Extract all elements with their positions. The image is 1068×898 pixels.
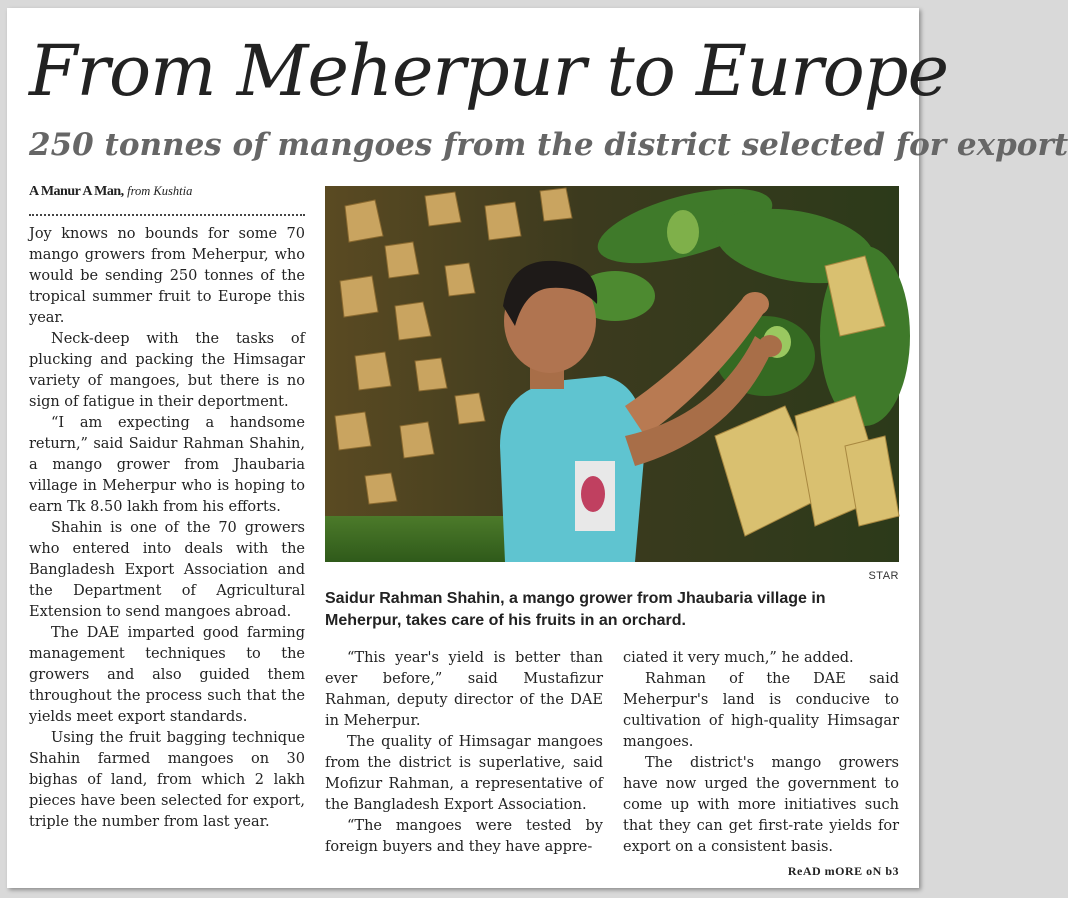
paragraph: Shahin is one of the 70 growers who entered into deals with the Bangladesh Export Association and the Department of Agricultural Extension to send mangoes abroad. <box>29 520 305 620</box>
headline: From Meherpur to Europe <box>29 30 949 112</box>
photo-caption: Saidur Rahman Shahin, a mango grower from Jhaubaria village in Meherpur, takes care of his fruits in an orchard. <box>325 590 826 629</box>
byline-author: A Manur A Man, <box>29 184 124 199</box>
paragraph: The quality of Himsagar mangoes from the district is superlative, said Mofizur Rahman, a representative of the Bangladesh Export Association. <box>325 734 603 813</box>
article-column-2 <box>325 648 603 858</box>
article-column-3 <box>623 648 899 858</box>
paragraph: ciated it very much,” he added. <box>623 650 854 666</box>
byline-location: from Kushtia <box>127 184 193 198</box>
newspaper-page <box>7 8 1068 888</box>
paragraph: Neck-deep with the tasks of plucking and packing the Himsagar variety of mangoes, but there is no sign of fatigue in their deportment. <box>29 331 305 410</box>
paragraph: Rahman of the DAE said Meherpur's land is conducive to cultivation of high-quality Himsagar mangoes. <box>623 671 899 750</box>
paragraph: The district's mango growers have now urged the government to come up with more initiatives such that they can get first-rate yields for export on a consistent basis. <box>623 755 899 855</box>
read-more-link[interactable]: ReAD mORE oN b3 <box>787 864 899 878</box>
paragraph: Using the fruit bagging technique Shahin farmed mangoes on 30 bighas of land, from which 2 lakh pieces have been selected for export, triple the number from last year. <box>29 730 305 830</box>
article-column-1 <box>29 224 305 833</box>
byline <box>29 184 305 200</box>
article-photo <box>325 186 899 562</box>
paragraph: The DAE imparted good farming management techniques to the growers and also guided them throughout the process such that the yields meet export standards. <box>29 625 305 725</box>
subheadline: 250 tonnes of mangoes from the district selected for export <box>29 127 1068 163</box>
paragraph: “I am expecting a handsome return,” said Saidur Rahman Shahin, a mango grower from Jhaubaria village in Meherpur who is hoping to earn Tk 8.50 lakh from his efforts. <box>29 415 305 515</box>
paragraph: “This year's yield is better than ever before,” said Mustafizur Rahman, deputy director of the DAE in Meherpur. <box>325 650 603 729</box>
byline-divider <box>29 214 305 216</box>
paragraph: “The mangoes were tested by foreign buyers and they have appre- <box>325 818 603 855</box>
paragraph: Joy knows no bounds for some 70 mango growers from Meherpur, who would be sending 250 tonnes of the tropical summer fruit to Europe this year. <box>29 226 305 326</box>
photo-credit: STAR <box>868 570 899 582</box>
